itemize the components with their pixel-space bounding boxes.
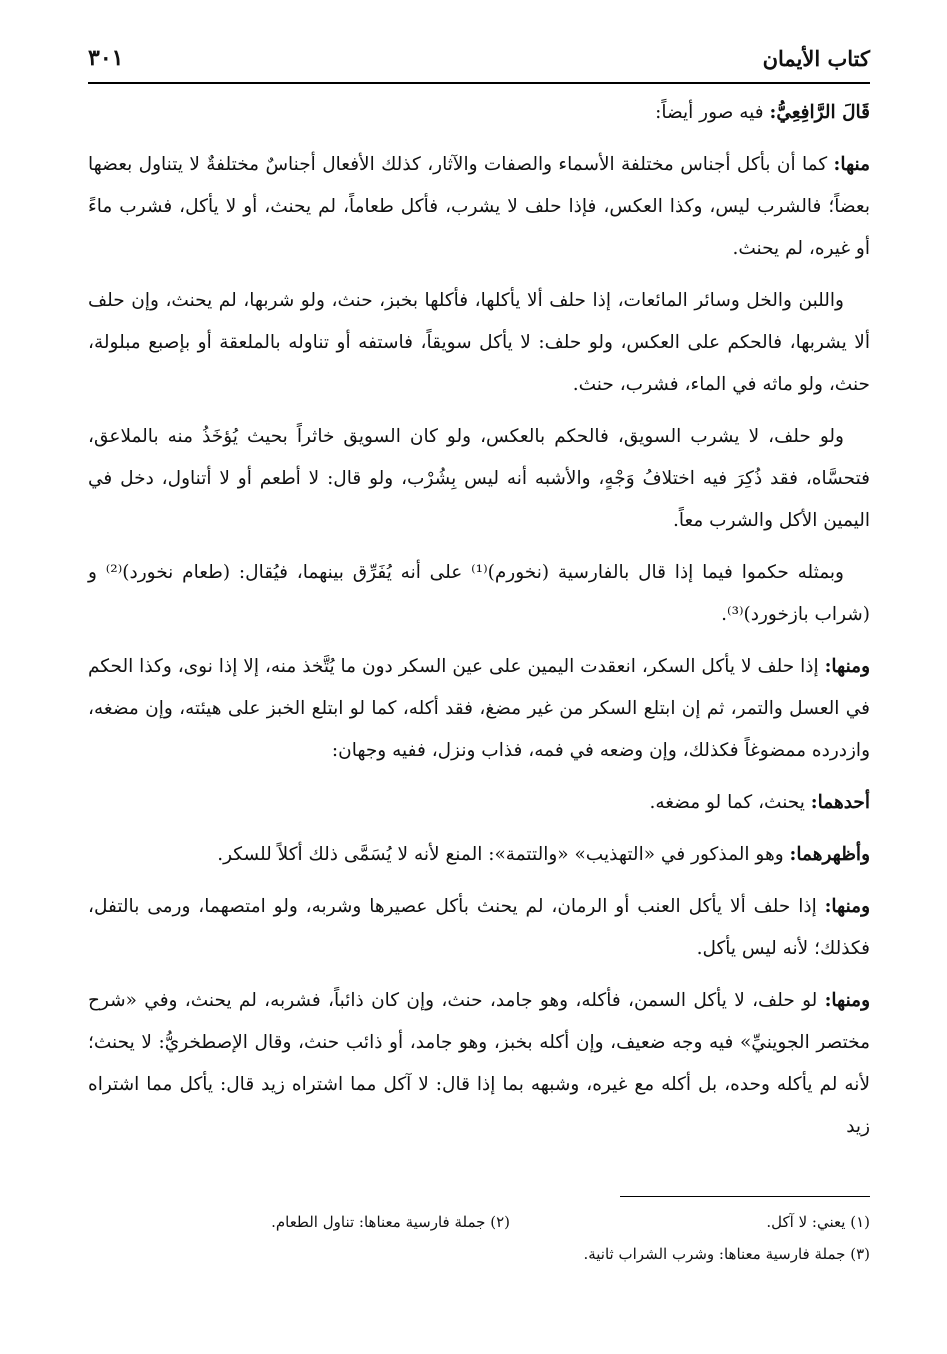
footnote-text: يعني: لا آكل. xyxy=(766,1213,846,1231)
paragraph xyxy=(88,280,870,406)
paragraph-text: كما أن بأكل أجناس مختلفة الأسماء والصفات والآثار، كذلك الأفعال أجناسٌ مختلفةٌ لا يتناول بعضها بعضاً؛ فالشرب ليس، وكذا العكس، فإذا حلف لا يشرب، فأكل طعاماً، لم يحنث، أو لا يأكل، فشرب ماءً أو غيره، لم يحنث. xyxy=(88,154,870,259)
paragraph-lead: ومنها: xyxy=(824,896,870,917)
page-header xyxy=(88,38,870,78)
paragraph-text: لو حلف، لا يأكل السمن، فأكله، وهو جامد، حنث، وإن كان ذائباً، فشربه، لم يحنث، وفي «شرح مختصر الجوينيِّ» فيه وجه ضعيف، وإن أكله بخبز، وهو جامد، أو ذائب حنث، وقال الإصطخريُّ: لا يحنث؛ لأنه لم يأكله وحده، بل أكله مع غيره، وشبهه بما إذا قال: لا آكل مما اشتراه زيد قال: يأكل مما اشتراه زيد xyxy=(88,990,870,1137)
paragraph-text: إذا حلف لا يأكل السكر، انعقدت اليمين على عين السكر دون ما يُتَّخذ منه، إلا إذا نوى، وكذا الحكم في العسل والتمر، ثم إن ابتلع السكر من غير مضغ، فقد أكله، كما لو ابتلع الخبز على هيئته، وإن مضغه، وازدرده ممضوغاً فكذلك، وإن وضعه في فمه، فذاب ونزل، ففيه وجهان: xyxy=(88,656,870,761)
footnote-row xyxy=(88,1206,870,1238)
page-number: ٣٠١ xyxy=(88,45,124,71)
footnote-divider xyxy=(620,1196,870,1197)
footnote xyxy=(88,1206,510,1238)
paragraph-lead: قَالَ الرَّافِعِيُّ: xyxy=(769,102,870,123)
paragraph xyxy=(88,886,870,970)
footnote-number: (٣) xyxy=(850,1245,870,1263)
paragraph-lead: وأظهرهما: xyxy=(789,844,870,865)
paragraph xyxy=(88,92,870,134)
footnote xyxy=(583,1238,870,1270)
paragraph-text: ولو حلف، لا يشرب السويق، فالحكم بالعكس، ولو كان السويق خاثراً بحيث يُؤخَذُ منه بالملاعق، فتحسَّاه، فقد ذُكِرَ فيه اختلافُ وَجْهٍ، والأشبه أنه ليس بِشُرْب، ولو قال: لا أطعم أو لا أتناول، دخل في اليمين الأكل والشرب معاً. xyxy=(88,426,870,531)
paragraph xyxy=(88,980,870,1148)
paragraph xyxy=(88,552,870,636)
book-title: كتاب الأيمان xyxy=(762,45,870,71)
paragraph-text: يحنث، كما لو مضغه. xyxy=(649,792,811,813)
paragraph-text: وبمثله حكموا فيما إذا قال بالفارسية (نخورم)⁽¹⁾ على أنه يُفَرِّق بينهما، فيُقال: (طعام نخورد)⁽²⁾ و (شراب بازخورد)⁽³⁾. xyxy=(88,562,870,625)
body-text xyxy=(88,92,870,1158)
footnotes xyxy=(88,1206,870,1270)
paragraph-lead: ومنها: xyxy=(824,656,870,677)
footnote-row xyxy=(88,1238,870,1270)
footnote-number: (١) xyxy=(850,1213,870,1231)
paragraph-text: وهو المذكور في «التهذيب» «والتتمة»: المنع لأنه لا يُسَمَّى ذلك أكلاً للسكر. xyxy=(217,844,790,865)
paragraph xyxy=(88,416,870,542)
paragraph-lead: منها: xyxy=(833,154,870,175)
paragraph xyxy=(88,144,870,270)
header-divider xyxy=(88,82,870,84)
footnote-number: (٢) xyxy=(490,1213,510,1231)
paragraph-text: إذا حلف ألا يأكل العنب أو الرمان، لم يحنث بأكل عصيرها وشربه، ولو امتصهما، ورمى بالتفل، فكذلك؛ لأنه ليس يأكل. xyxy=(88,896,870,959)
footnote-text: جملة فارسية معناها: وشرب الشراب ثانية. xyxy=(583,1245,846,1263)
paragraph-text: واللبن والخل وسائر المائعات، إذا حلف ألا يأكلها، فأكلها بخبز، حنث، ولو شربها، لم يحنث، وإن حلف ألا يشربها، فالحكم على العكس، ولو حلف: لا يأكل سويقاً، فاستفه أو تناوله بالملعقة أو بإصبع مبلولة، حنث، ولو ماثه في الماء، فشرب، حنث. xyxy=(88,290,870,395)
paragraph-lead: ومنها: xyxy=(824,990,870,1011)
footnote-text: جملة فارسية معناها: تناول الطعام. xyxy=(271,1213,486,1231)
footnote xyxy=(510,1206,870,1238)
paragraph-lead: أحدهما: xyxy=(810,792,870,813)
paragraph xyxy=(88,782,870,824)
paragraph-text: فيه صور أيضاً: xyxy=(655,102,770,123)
paragraph xyxy=(88,834,870,876)
paragraph xyxy=(88,646,870,772)
